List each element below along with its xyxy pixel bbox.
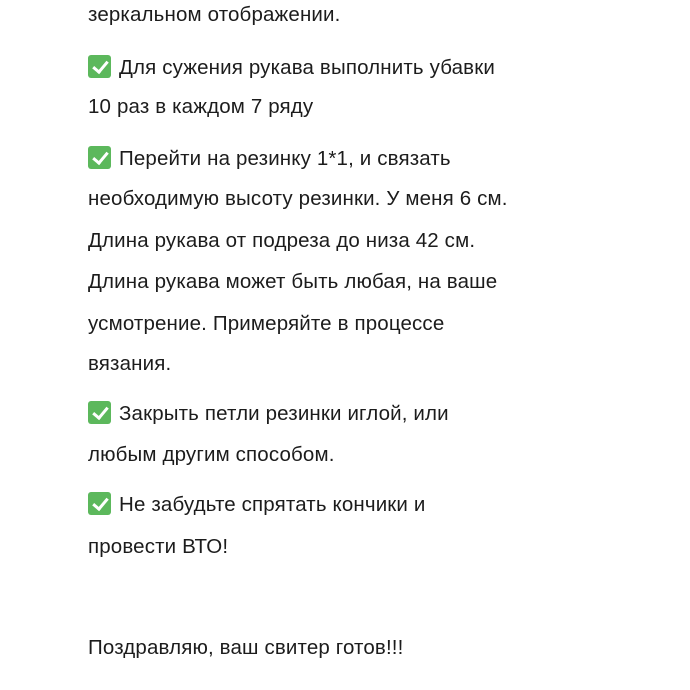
line-text: Для сужения рукава выполнить убавки — [119, 56, 495, 79]
closing-line — [88, 636, 403, 660]
checklist-item — [88, 492, 425, 517]
text-line — [88, 352, 171, 376]
line-text: Не забудьте спрятать кончики и — [119, 493, 426, 516]
line-text: Перейти на резинку 1*1, и связать — [119, 147, 451, 170]
text-line — [88, 535, 228, 559]
check-mark-icon — [88, 55, 111, 78]
line-text: любым другим способом. — [88, 443, 335, 466]
check-mark-icon — [88, 492, 111, 515]
line-text: вязания. — [88, 352, 172, 375]
check-mark-icon — [88, 401, 111, 424]
text-line — [88, 312, 444, 336]
line-text: усмотрение. Примеряйте в процессе — [88, 312, 445, 335]
line-text: необходимую высоту резинки. У меня 6 см. — [88, 187, 508, 210]
line-text: 10 раз в каждом 7 ряду — [88, 95, 314, 118]
text-line — [88, 229, 475, 253]
text-line — [88, 187, 508, 211]
line-text: зеркальном отображении. — [88, 3, 341, 26]
checklist-item — [88, 55, 495, 80]
checklist-item — [88, 401, 449, 426]
line-text: Закрыть петли резинки иглой, или — [119, 402, 449, 425]
text-line — [88, 270, 497, 294]
text-line — [88, 95, 313, 119]
line-text: провести ВТО! — [88, 535, 229, 558]
check-mark-icon — [88, 146, 111, 169]
line-text: Длина рукава от подреза до низа 42 см. — [88, 229, 476, 252]
text-line — [88, 3, 340, 27]
line-text: Длина рукава может быть любая, на ваше — [88, 270, 498, 293]
checklist-item — [88, 146, 451, 171]
line-text: Поздравляю, ваш свитер готов!!! — [88, 636, 404, 659]
text-line — [88, 443, 335, 467]
